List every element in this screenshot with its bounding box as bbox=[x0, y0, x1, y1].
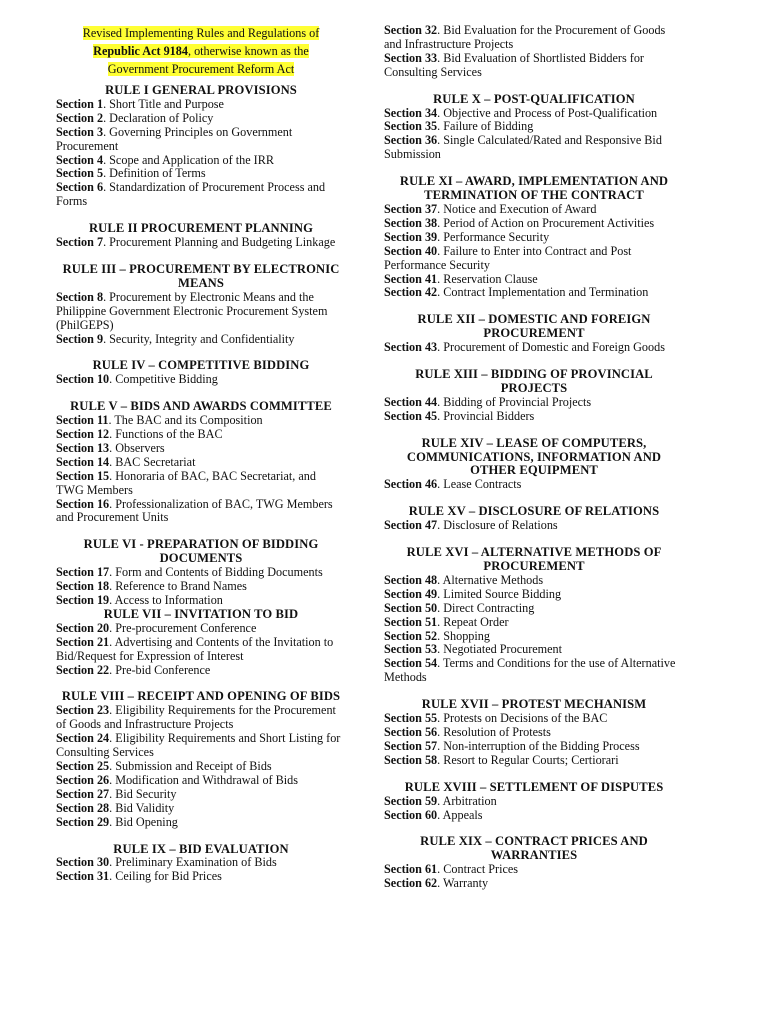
title-line-3: Government Procurement Reform Act bbox=[107, 62, 295, 76]
section-entry bbox=[384, 134, 684, 162]
section-label: Section 1 bbox=[56, 96, 104, 111]
right-rule-list bbox=[384, 24, 684, 891]
section-title: . Definition of Terms bbox=[103, 166, 206, 181]
section-entry bbox=[384, 245, 684, 273]
section-title: . Preliminary Examination of Bids bbox=[109, 855, 277, 870]
section-entry bbox=[56, 181, 346, 209]
section-title: . Ceiling for Bid Prices bbox=[109, 869, 222, 884]
section-title: . Scope and Application of the IRR bbox=[103, 152, 274, 167]
title-line-2: , otherwise known as the bbox=[187, 44, 309, 58]
section-label: Section 36 bbox=[384, 133, 438, 148]
section-title: . Short Title and Purpose bbox=[103, 96, 224, 111]
section-entry bbox=[56, 236, 346, 250]
section-label: Section 60 bbox=[384, 807, 438, 822]
rule-heading: RULE XVIII – SETTLEMENT OF DISPUTES bbox=[404, 779, 664, 794]
section-title: . Functions of the BAC bbox=[109, 427, 223, 442]
section-entry bbox=[56, 456, 346, 470]
section-entry bbox=[56, 622, 346, 636]
title-line-1: Revised Implementing Rules and Regulations of bbox=[82, 26, 320, 40]
document-title bbox=[56, 24, 346, 78]
section-title: . Objective and Process of Post-Qualification bbox=[437, 105, 658, 120]
section-label: Section 8 bbox=[56, 289, 104, 304]
section-title: . Limited Source Bidding bbox=[437, 586, 562, 601]
section-entry bbox=[56, 112, 346, 126]
section-title: . Arbitration bbox=[437, 793, 497, 808]
section-entry bbox=[56, 414, 346, 428]
section-title: . Access to Information bbox=[109, 593, 223, 607]
section-title: . Single Calculated/Rated and Responsive Bid Submission bbox=[384, 133, 662, 162]
section-entry bbox=[56, 580, 346, 594]
section-label: Section 57 bbox=[384, 738, 438, 753]
section-entry bbox=[384, 203, 684, 217]
section-title: . Submission and Receipt of Bids bbox=[109, 758, 272, 773]
section-title: . Procurement Planning and Budgeting Linkage bbox=[103, 235, 336, 250]
section-label: Section 10 bbox=[56, 372, 110, 387]
section-entry bbox=[384, 231, 684, 245]
section-label: Section 9 bbox=[56, 331, 104, 346]
section-entry bbox=[384, 519, 684, 533]
section-label: Section 59 bbox=[384, 793, 438, 808]
section-label: Section 3 bbox=[56, 124, 104, 139]
rule-heading: RULE X – POST-QUALIFICATION bbox=[433, 91, 635, 106]
section-label: Section 16 bbox=[56, 496, 110, 511]
rule-heading: RULE VII – INVITATION TO BID bbox=[103, 606, 299, 621]
rule-heading: RULE II PROCUREMENT PLANNING bbox=[88, 221, 314, 236]
section-entry bbox=[384, 877, 684, 891]
section-entry bbox=[384, 341, 684, 355]
section-title: . Security, Integrity and Confidentiality bbox=[103, 331, 295, 346]
section-title: . Non-interruption of the Bidding Process bbox=[437, 738, 640, 753]
section-label: Section 56 bbox=[384, 724, 438, 739]
section-label: Section 38 bbox=[384, 215, 438, 230]
section-label: Section 55 bbox=[384, 711, 438, 726]
section-label: Section 47 bbox=[384, 518, 438, 533]
section-title: . Declaration of Policy bbox=[103, 110, 214, 125]
section-label: Section 18 bbox=[56, 579, 110, 594]
rule-heading: RULE VIII – RECEIPT AND OPENING OF BIDS bbox=[61, 689, 341, 704]
section-entry bbox=[56, 333, 346, 347]
section-entry bbox=[384, 410, 684, 424]
section-title: . Modification and Withdrawal of Bids bbox=[109, 772, 298, 787]
section-label: Section 24 bbox=[56, 731, 110, 746]
section-title: . Warranty bbox=[437, 876, 489, 891]
section-entry bbox=[56, 373, 346, 387]
section-entry bbox=[384, 754, 684, 768]
section-label: Section 6 bbox=[56, 180, 104, 195]
section-entry bbox=[56, 126, 346, 154]
section-label: Section 52 bbox=[384, 628, 438, 643]
section-entry bbox=[56, 816, 346, 830]
section-label: Section 25 bbox=[56, 758, 110, 773]
section-entry bbox=[384, 52, 684, 80]
section-entry bbox=[384, 574, 684, 588]
section-entry bbox=[384, 795, 684, 809]
section-label: Section 14 bbox=[56, 454, 110, 469]
section-entry bbox=[56, 856, 346, 870]
section-label: Section 50 bbox=[384, 600, 438, 615]
section-entry bbox=[384, 217, 684, 231]
section-label: Section 4 bbox=[56, 152, 104, 167]
section-label: Section 58 bbox=[384, 752, 438, 767]
section-title: . Resolution of Protests bbox=[437, 724, 551, 739]
section-label: Section 23 bbox=[56, 703, 110, 718]
section-title: . Governing Principles on Government Procurement bbox=[56, 124, 293, 153]
section-title: . Bid Security bbox=[109, 786, 177, 801]
section-label: Section 46 bbox=[384, 477, 438, 492]
section-entry bbox=[384, 602, 684, 616]
section-label: Section 45 bbox=[384, 408, 438, 423]
section-label: Section 40 bbox=[384, 243, 438, 258]
section-title: . Bidding of Provincial Projects bbox=[437, 394, 592, 409]
section-title: . Failure of Bidding bbox=[437, 119, 534, 134]
section-title: . BAC Secretariat bbox=[109, 454, 196, 469]
section-entry bbox=[56, 788, 346, 802]
section-entry bbox=[56, 291, 346, 333]
section-title: . Contract Implementation and Termination bbox=[437, 285, 649, 300]
section-entry bbox=[384, 740, 684, 754]
rule-heading: RULE VI - PREPARATION OF BIDDING DOCUMENTS bbox=[83, 537, 319, 566]
section-entry bbox=[384, 588, 684, 602]
section-entry bbox=[56, 428, 346, 442]
section-title: . Resort to Regular Courts; Certiorari bbox=[437, 752, 619, 767]
section-label: Section 42 bbox=[384, 285, 438, 300]
section-label: Section 54 bbox=[384, 656, 438, 671]
section-title: . Procurement of Domestic and Foreign Goods bbox=[437, 340, 665, 355]
section-label: Section 27 bbox=[56, 786, 110, 801]
section-label: Section 11 bbox=[56, 413, 109, 428]
rule-heading: RULE IX – BID EVALUATION bbox=[113, 841, 289, 856]
section-entry bbox=[56, 167, 346, 181]
rule-heading: RULE XVII – PROTEST MECHANISM bbox=[421, 697, 647, 712]
section-entry bbox=[384, 726, 684, 740]
section-entry bbox=[384, 396, 684, 410]
rule-heading: RULE III – PROCUREMENT BY ELECTRONIC MEANS bbox=[62, 261, 340, 290]
section-entry bbox=[384, 630, 684, 644]
section-entry bbox=[56, 442, 346, 456]
section-title: . Negotiated Procurement bbox=[437, 642, 563, 657]
section-entry bbox=[384, 286, 684, 300]
section-title: . Procurement by Electronic Means and the Philippine Government Electronic Procurement System (PhilGEPS) bbox=[56, 289, 328, 332]
left-rule-list bbox=[56, 84, 346, 884]
section-label: Section 17 bbox=[56, 565, 110, 580]
rule-heading: RULE IV – COMPETITIVE BIDDING bbox=[92, 358, 310, 373]
section-label: Section 2 bbox=[56, 110, 104, 125]
section-entry bbox=[56, 760, 346, 774]
left-column bbox=[56, 24, 346, 884]
section-label: Section 53 bbox=[384, 642, 438, 657]
rule-heading: RULE XVI – ALTERNATIVE METHODS OF PROCUREMENT bbox=[406, 545, 662, 573]
section-label: Section 62 bbox=[384, 876, 438, 891]
section-label: Section 29 bbox=[56, 814, 110, 829]
rule-heading: RULE XV – DISCLOSURE OF RELATIONS bbox=[408, 504, 660, 519]
section-entry bbox=[56, 870, 346, 884]
section-title: . Direct Contracting bbox=[437, 600, 535, 615]
section-title: . Pre-procurement Conference bbox=[109, 620, 257, 635]
section-label: Section 39 bbox=[384, 229, 438, 244]
section-title: . Shopping bbox=[437, 628, 490, 643]
section-entry bbox=[56, 636, 346, 664]
section-title: . Form and Contents of Bidding Documents bbox=[109, 565, 323, 580]
section-entry bbox=[384, 643, 684, 657]
section-label: Section 5 bbox=[56, 166, 104, 181]
section-entry bbox=[56, 470, 346, 498]
section-entry bbox=[56, 704, 346, 732]
rule-heading: RULE XIII – BIDDING OF PROVINCIAL PROJECTS bbox=[415, 367, 653, 395]
section-entry bbox=[384, 24, 684, 52]
rule-heading: RULE V – BIDS AND AWARDS COMMITTEE bbox=[70, 399, 332, 414]
section-label: Section 37 bbox=[384, 201, 438, 216]
section-label: Section 22 bbox=[56, 662, 110, 677]
section-title: . Alternative Methods bbox=[437, 572, 544, 587]
section-title: . Bid Evaluation of Shortlisted Bidders for Consulting Services bbox=[384, 50, 644, 79]
section-label: Section 12 bbox=[56, 427, 110, 442]
section-label: Section 34 bbox=[384, 105, 438, 120]
section-entry bbox=[56, 566, 346, 580]
section-title: . Repeat Order bbox=[437, 614, 509, 629]
rule-heading: RULE XIV – LEASE OF COMPUTERS, COMMUNICATIONS, INFORMATION AND OTHER EQUIPMENT bbox=[406, 435, 662, 478]
section-label: Section 15 bbox=[56, 468, 110, 483]
section-label: Section 28 bbox=[56, 800, 110, 815]
section-title: . Pre-bid Conference bbox=[109, 662, 211, 677]
section-title: . Eligibility Requirements for the Procurement of Goods and Infrastructure Projects bbox=[56, 703, 336, 732]
section-entry bbox=[384, 809, 684, 823]
section-entry bbox=[56, 732, 346, 760]
section-entry bbox=[384, 478, 684, 492]
section-title: . Bid Validity bbox=[109, 800, 175, 815]
section-label: Section 49 bbox=[384, 586, 438, 601]
section-entry bbox=[384, 107, 684, 121]
section-title: . Bid Opening bbox=[109, 814, 178, 829]
section-entry bbox=[56, 154, 346, 168]
section-title: . Contract Prices bbox=[437, 862, 519, 877]
section-title: . Period of Action on Procurement Activities bbox=[437, 215, 655, 230]
section-title: . Bid Evaluation for the Procurement of Goods and Infrastructure Projects bbox=[384, 23, 666, 51]
section-entry bbox=[384, 120, 684, 134]
section-title: . Terms and Conditions for the use of Alternative Methods bbox=[384, 656, 676, 685]
section-title: . Performance Security bbox=[437, 229, 550, 244]
section-label: Section 41 bbox=[384, 271, 438, 286]
section-label: Section 26 bbox=[56, 772, 110, 787]
section-label: Section 30 bbox=[56, 855, 110, 870]
section-entry bbox=[56, 664, 346, 678]
section-title: . Appeals bbox=[437, 807, 483, 822]
section-label: Section 44 bbox=[384, 394, 438, 409]
title-law-name: Republic Act 9184 bbox=[93, 44, 188, 58]
section-label: Section 13 bbox=[56, 440, 110, 455]
section-title: . Reservation Clause bbox=[437, 271, 538, 286]
section-label: Section 43 bbox=[384, 340, 438, 355]
section-title: . Disclosure of Relations bbox=[437, 518, 558, 533]
section-label: Section 21 bbox=[56, 634, 110, 649]
section-label: Section 19 bbox=[56, 593, 110, 607]
section-entry bbox=[56, 774, 346, 788]
rule-heading: RULE XII – DOMESTIC AND FOREIGN PROCUREMENT bbox=[417, 312, 651, 341]
section-title: . Reference to Brand Names bbox=[109, 579, 247, 594]
right-column bbox=[384, 24, 684, 891]
section-entry bbox=[384, 616, 684, 630]
section-label: Section 31 bbox=[56, 869, 110, 884]
rule-heading: RULE XI – AWARD, IMPLEMENTATION AND TERMINATION OF THE CONTRACT bbox=[399, 174, 669, 203]
section-title: . Provincial Bidders bbox=[437, 408, 535, 423]
section-label: Section 48 bbox=[384, 572, 438, 587]
section-entry bbox=[384, 273, 684, 287]
section-entry bbox=[56, 98, 346, 112]
section-title: . Observers bbox=[109, 440, 165, 455]
section-entry bbox=[384, 657, 684, 685]
section-title: . The BAC and its Composition bbox=[108, 413, 263, 428]
rule-heading: RULE I GENERAL PROVISIONS bbox=[105, 83, 297, 97]
section-label: Section 51 bbox=[384, 614, 438, 629]
section-label: Section 35 bbox=[384, 119, 438, 134]
section-entry bbox=[384, 863, 684, 877]
section-entry bbox=[384, 712, 684, 726]
section-title: . Professionalization of BAC, TWG Members and Procurement Units bbox=[56, 496, 333, 525]
section-label: Section 7 bbox=[56, 235, 104, 250]
section-label: Section 33 bbox=[384, 50, 438, 65]
section-title: . Eligibility Requirements and Short Listing for Consulting Services bbox=[56, 731, 341, 760]
section-title: . Failure to Enter into Contract and Post Performance Security bbox=[384, 243, 632, 272]
rule-heading: RULE XIX – CONTRACT PRICES AND WARRANTIES bbox=[420, 834, 648, 863]
section-title: . Lease Contracts bbox=[437, 477, 522, 492]
section-title: . Standardization of Procurement Process and Forms bbox=[56, 180, 326, 209]
section-title: . Advertising and Contents of the Invitation to Bid/Request for Expression of Interest bbox=[56, 634, 334, 663]
section-title: . Competitive Bidding bbox=[109, 372, 218, 387]
section-title: . Honoraria of BAC, BAC Secretariat, and TWG Members bbox=[56, 468, 316, 497]
section-title: . Notice and Execution of Award bbox=[437, 201, 597, 216]
section-entry bbox=[56, 594, 346, 608]
section-entry bbox=[56, 498, 346, 526]
section-title: . Protests on Decisions of the BAC bbox=[437, 711, 608, 726]
section-label: Section 20 bbox=[56, 620, 110, 635]
section-entry bbox=[56, 802, 346, 816]
section-label: Section 32 bbox=[384, 23, 438, 37]
section-label: Section 61 bbox=[384, 862, 438, 877]
